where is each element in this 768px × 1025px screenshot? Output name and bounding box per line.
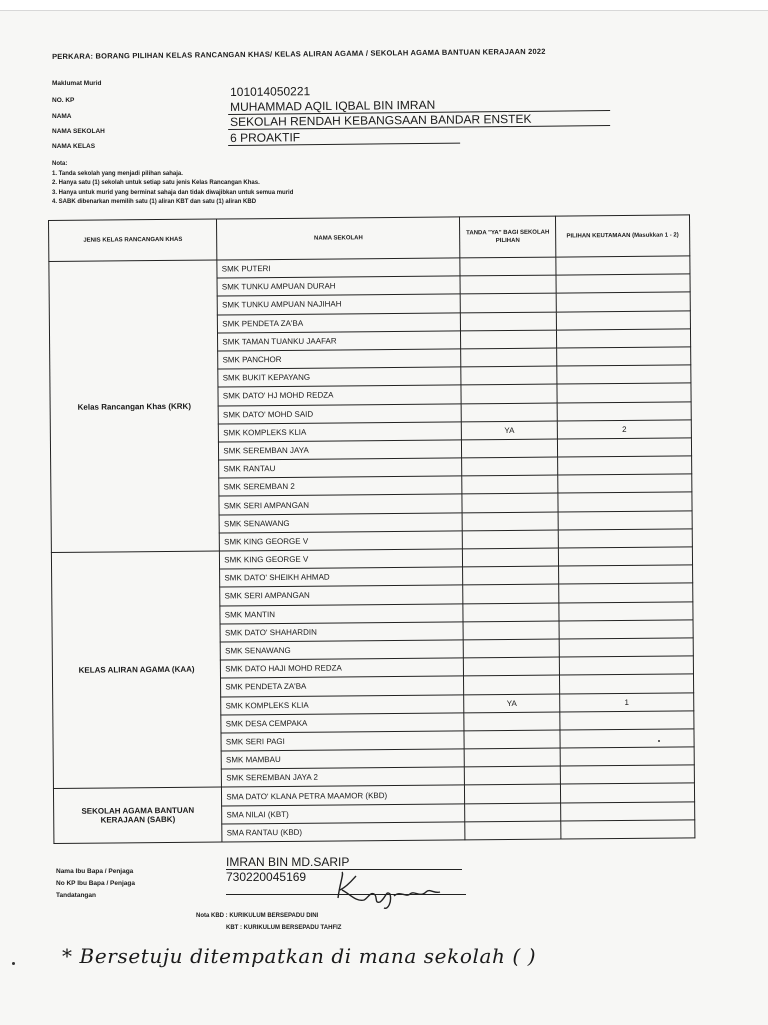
priority-cell	[557, 401, 691, 420]
name-label: NAMA	[52, 113, 72, 120]
priority-cell	[561, 802, 695, 821]
school-name-cell: SMK DATO HAJI MOHD REDZA	[221, 658, 464, 678]
selection-mark-cell	[463, 548, 559, 567]
school-name-cell: SMA DATO' KLANA PETRA MAAMOR (KBD)	[222, 785, 465, 805]
priority-cell	[558, 565, 692, 584]
note-item: 2. Hanya satu (1) sekolah untuk setiap satu jenis Kelas Rancangan Khas.	[52, 180, 260, 186]
priority-cell	[560, 765, 694, 784]
parent-name-value: IMRAN BIN MD.SARIP	[226, 856, 462, 870]
legend-block	[196, 910, 341, 934]
selection-mark-cell	[461, 330, 557, 349]
selection-mark-cell	[465, 821, 561, 840]
selection-mark-cell	[463, 603, 559, 622]
priority-cell	[558, 547, 692, 566]
selection-mark-cell	[464, 712, 560, 731]
priority-cell	[558, 456, 692, 475]
school-name-cell: SMK KOMPLEKS KLIA	[221, 694, 464, 714]
selection-mark-cell	[462, 475, 558, 494]
priority-cell	[557, 365, 691, 384]
note-item: 1. Tanda sekolah yang menjadi pilihan sahaja.	[52, 170, 183, 177]
priority-cell	[558, 529, 692, 548]
header-school: NAMA SEKOLAH	[217, 217, 460, 260]
school-name-cell: SMK KING GEORGE V	[220, 549, 463, 569]
priority-cell	[557, 438, 691, 457]
notes-title: Nota:	[52, 161, 68, 167]
school-name-cell: SMK SERI AMPANGAN	[219, 494, 462, 514]
priority-cell	[559, 583, 693, 602]
form-title: PERKARA: BORANG PILIHAN KELAS RANCANGAN KHAS/ KELAS ALIRAN AGAMA / SEKOLAH AGAMA BANTUAN KERAJAAN 2022	[52, 46, 546, 61]
signature-label: Tandatangan	[56, 892, 96, 899]
selection-mark-cell	[461, 384, 557, 403]
school-name-cell: SMK SERI AMPANGAN	[220, 585, 463, 605]
priority-cell	[560, 729, 694, 748]
school-name-cell: SMK DATO' SHAHARDIN	[220, 622, 463, 642]
selection-mark-cell	[461, 366, 557, 385]
selection-mark-cell	[462, 439, 558, 458]
note-item: 4. SABK dibenarkan memilih satu (1) aliran KBT dan satu (1) aliran KBD	[52, 199, 257, 205]
selection-mark-cell	[465, 803, 561, 822]
school-name-cell: SMK KOMPLEKS KLIA	[219, 422, 462, 442]
class-label: NAMA KELAS	[52, 143, 96, 150]
selection-mark-cell	[462, 457, 558, 476]
school-name-cell: SMK MAMBAU	[221, 749, 464, 769]
selection-mark-cell	[461, 403, 557, 422]
selection-mark-cell	[463, 584, 559, 603]
school-name-cell: SMK TUNKU AMPUAN NAJIHAH	[217, 294, 460, 314]
priority-cell	[556, 310, 690, 329]
selection-mark-cell	[463, 639, 559, 658]
student-section-label: Maklumat Murid	[52, 80, 102, 87]
school-choice-table	[48, 214, 695, 844]
table-body	[49, 256, 695, 844]
selection-mark-cell	[461, 312, 557, 331]
selection-mark-cell	[463, 566, 559, 585]
legend-kbd: Nota KBD : KURIKULUM BERSEPADU DINI	[196, 913, 319, 919]
school-name-cell: SMK SENAWANG	[219, 513, 462, 533]
selection-mark-cell	[465, 784, 561, 803]
class-value: 6 PROAKTIF	[228, 130, 460, 146]
note-item: 3. Hanya untuk murid yang berminat sahaja dan tidak diwajibkan untuk semua murid	[52, 189, 294, 196]
table-header-row	[49, 215, 690, 262]
priority-cell: 2	[557, 420, 691, 439]
selection-mark-cell	[460, 257, 556, 276]
priority-cell	[561, 820, 695, 839]
selection-mark-cell	[464, 748, 560, 767]
priority-cell	[560, 711, 694, 730]
handwritten-signature	[330, 868, 450, 912]
school-name-cell: SMK MANTIN	[220, 603, 463, 623]
selection-mark-cell	[462, 512, 558, 531]
priority-cell	[556, 329, 690, 348]
parent-ic-value: 730220045169	[226, 870, 307, 884]
school-name-cell: SMK DESA CEMPAKA	[221, 713, 464, 733]
group-label: Kelas Rancangan Khas (KRK)	[49, 260, 220, 552]
priority-cell	[559, 674, 693, 693]
priority-cell	[558, 511, 692, 530]
school-name-cell: SMK SERI PAGI	[221, 731, 464, 751]
school-name-cell: SMK DATO' MOHD SAID	[218, 403, 461, 423]
priority-cell	[556, 274, 690, 293]
priority-cell	[557, 383, 691, 402]
legend-kbt: KBT : KURIKULUM BERSEPADU TAHFIZ	[226, 925, 342, 931]
priority-cell	[559, 601, 693, 620]
priority-cell	[559, 638, 693, 657]
school-name-cell: SMK SENAWANG	[221, 640, 464, 660]
school-name-cell: SMK BUKIT KEPAYANG	[218, 367, 461, 387]
school-name-cell: SMK SEREMBAN 2	[219, 476, 462, 496]
school-label: NAMA SEKOLAH	[52, 128, 105, 135]
scan-speck	[658, 740, 660, 742]
selection-mark-cell	[464, 730, 560, 749]
handwritten-note: * Bersetuju ditempatkan di mana sekolah ( )	[62, 944, 537, 968]
group-label: SEKOLAH AGAMA BANTUAN KERAJAAN (SABK)	[53, 787, 222, 843]
selection-mark-cell	[460, 275, 556, 294]
selection-mark-cell	[460, 293, 556, 312]
selection-mark-cell: YA	[464, 694, 560, 713]
priority-cell: 1	[560, 692, 694, 711]
selection-mark-cell	[462, 493, 558, 512]
priority-cell	[557, 347, 691, 366]
selection-mark-cell	[464, 675, 560, 694]
header-type: JENIS KELAS RANCANGAN KHAS	[49, 219, 218, 261]
school-name-cell: SMK PENDETA ZA'BA	[221, 676, 464, 696]
school-name-cell: SMK DATO' HJ MOHD REDZA	[218, 385, 461, 405]
selection-mark-cell	[462, 530, 558, 549]
school-name-cell: SMK KING GEORGE V	[220, 531, 463, 551]
scan-speck	[12, 962, 15, 965]
priority-cell	[558, 492, 692, 511]
parent-ic-label: No KP Ibu Bapa / Penjaga	[56, 880, 135, 887]
priority-cell	[559, 656, 693, 675]
school-name-cell: SMK PUTERI	[217, 258, 460, 278]
priority-cell	[558, 474, 692, 493]
selection-mark-cell	[464, 657, 560, 676]
selection-mark-cell	[463, 621, 559, 640]
school-name-cell: SMK SEREMBAN JAYA 2	[222, 767, 465, 787]
school-name-cell: SMK RANTAU	[219, 458, 462, 478]
school-name-cell: SMK PENDETA ZA'BA	[218, 312, 461, 332]
header-mark: TANDA "YA" BAGI SEKOLAH PILIHAN	[460, 216, 556, 258]
parent-name-label: Nama Ibu Bapa / Penjaga	[56, 868, 134, 875]
priority-cell	[560, 783, 694, 802]
priority-cell	[556, 256, 690, 275]
header-priority: PILIHAN KEUTAMAAN (Masukkan 1 - 2)	[555, 215, 689, 257]
school-value: SEKOLAH RENDAH KEBANGSAAN BANDAR ENSTEK	[228, 112, 610, 130]
school-name-cell: SMK TAMAN TUANKU JAAFAR	[218, 331, 461, 351]
notes-block	[52, 160, 472, 208]
selection-mark-cell	[461, 348, 557, 367]
school-name-cell: SMK DATO' SHEIKH AHMAD	[220, 567, 463, 587]
priority-cell	[556, 292, 690, 311]
school-name-cell: SMK TUNKU AMPUAN DURAH	[217, 276, 460, 296]
priority-cell	[559, 620, 693, 639]
group-label: KELAS ALIRAN AGAMA (KAA)	[51, 551, 221, 789]
ic-label: NO. KP	[52, 97, 75, 104]
name-value: MUHAMMAD AQIL IQBAL BIN IMRAN	[228, 97, 610, 115]
selection-mark-cell: YA	[461, 421, 557, 440]
school-name-cell: SMK SEREMBAN JAYA	[219, 440, 462, 460]
ic-value: 101014050221	[229, 84, 311, 99]
school-name-cell: SMA RANTAU (KBD)	[222, 822, 465, 842]
priority-cell	[560, 747, 694, 766]
school-name-cell: SMA NILAI (KBT)	[222, 804, 465, 824]
school-name-cell: SMK PANCHOR	[218, 349, 461, 369]
selection-mark-cell	[464, 766, 560, 785]
